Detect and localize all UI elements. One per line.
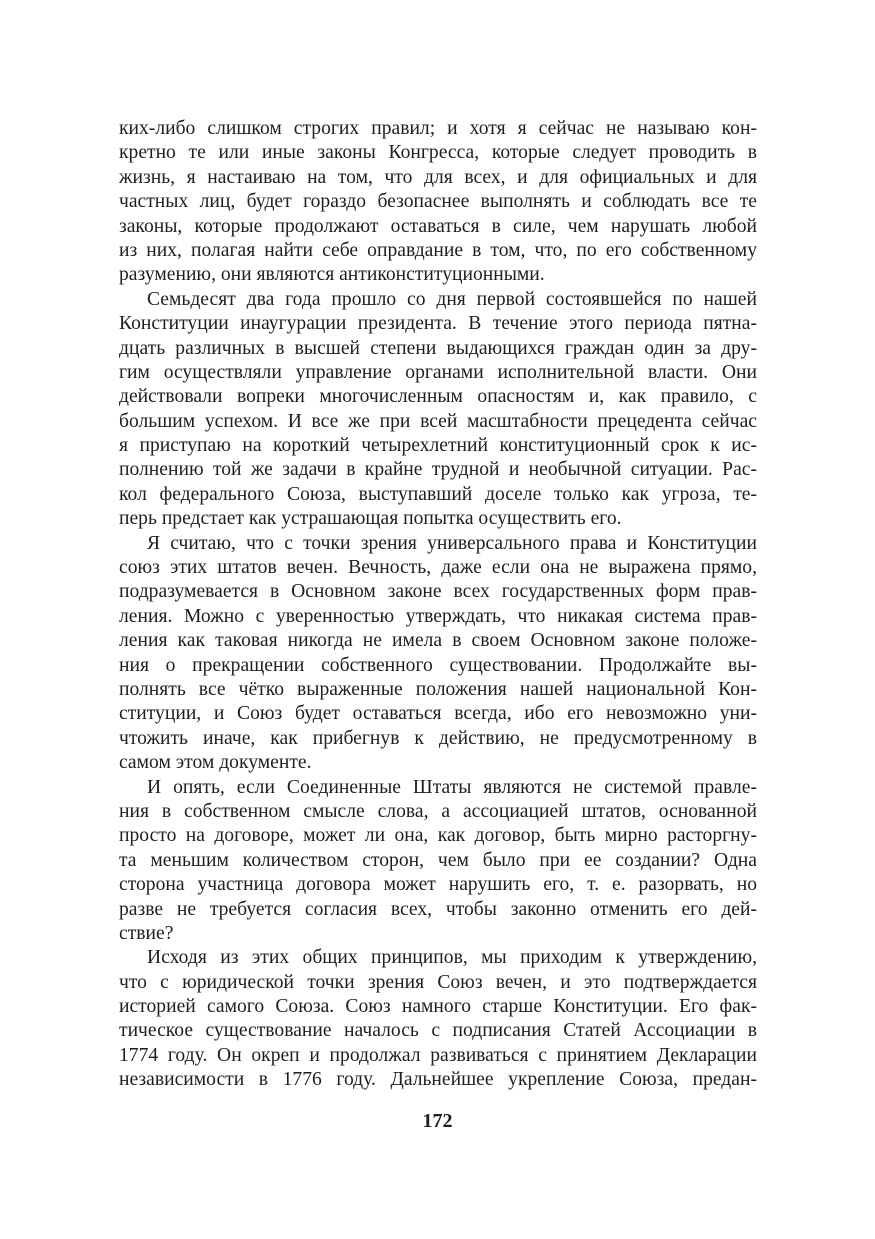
text-line: полнять все чётко выраженные положения нашей национальной Кон- [119, 678, 757, 700]
paragraph [119, 776, 757, 947]
text-line: тическое существование началось с подписания Статей Ассоциации в [119, 1020, 757, 1042]
text-line: союз этих штатов вечен. Вечность, даже если она не выражена прямо, [119, 557, 757, 579]
text-line: историей самого Союза. Союз намного старше Конституции. Его фак- [119, 996, 757, 1018]
text-line: разумению, они являются антиконституционными. [119, 264, 545, 286]
text-line: ституции, и Союз будет оставаться всегда, ибо его невозможно уни- [119, 703, 757, 725]
text-line: просто на договоре, может ли она, как договор, быть мирно расторгну- [119, 825, 757, 847]
text-line: разве не требуется согласия всех, чтобы законно отменить его дей- [119, 898, 757, 920]
paragraph [119, 946, 757, 1092]
text-line: кретно те или иные законы Конгресса, которые следует проводить в [119, 142, 757, 164]
text-line: ния в собственном смысле слова, а ассоциацией штатов, основанной [119, 800, 757, 822]
text-line: ких-либо слишком строгих правил; и хотя я сейчас не называю кон- [119, 118, 757, 139]
text-line: большим успехом. И все же при всей масштабности прецедента сейчас [119, 410, 757, 432]
text-line: самом этом документе. [119, 752, 312, 774]
paragraph [119, 532, 757, 776]
text-line: ствие? [119, 922, 174, 944]
text-line: чтожить иначе, как прибегнув к действию, не предусмотренному в [119, 727, 757, 749]
paragraph [119, 288, 757, 532]
text-line: я приступаю на короткий четырехлетний конституционный срок к ис- [119, 435, 757, 457]
text-line: Семьдесят два года прошло со дня первой состоявшейся по нашей [147, 288, 757, 310]
page-number: 172 [422, 1110, 453, 1132]
text-line: Исходя из этих общих принципов, мы приходим к утверждению, [147, 947, 757, 969]
text-line: что с юридической точки зрения Союз вечен, и это подтверждается [119, 971, 757, 993]
text-line: та меньшим количеством сторон, чем было при ее создании? Одна [119, 849, 757, 871]
text-line: ния о прекращении собственного существовании. Продолжайте вы- [119, 654, 757, 676]
text-line: полнению той же задачи в крайне трудной и необычной ситуации. Рас- [119, 459, 757, 481]
text-line: сторона участница договора может нарушить его, т. е. разорвать, но [119, 874, 757, 896]
text-line: гим осуществляли управление органами исполнительной власти. Они [119, 361, 757, 383]
text-line: Я считаю, что с точки зрения универсального права и Конституции [147, 532, 757, 554]
text-line: независимости в 1776 году. Дальнейшее укрепление Союза, предан- [119, 1069, 757, 1091]
text-line: дцать различных в высшей степени выдающихся граждан один за дру- [119, 337, 757, 359]
text-line: из них, полагая найти себе оправдание в том, что, по его собственному [119, 239, 757, 261]
text-line: 1774 году. Он окреп и продолжал развиваться с принятием Декларации [119, 1044, 757, 1066]
text-line: ления. Можно с уверенностью утверждать, что никакая система прав- [119, 605, 757, 627]
text-line: законы, которые продолжают оставаться в силе, чем нарушать любой [119, 215, 757, 237]
text-line: перь предстает как устрашающая попытка осуществить его. [119, 508, 622, 530]
text-line: кол федерального Союза, выступавший доселе только как угроза, те- [119, 483, 757, 505]
text-line: И опять, если Соединенные Штаты являются не системой правле- [147, 776, 757, 798]
text-line: частных лиц, будет гораздо безопаснее выполнять и соблюдать все те [119, 191, 757, 213]
text-line: действовали вопреки многочисленным опасностям и, как правило, с [119, 386, 757, 408]
text-line: Конституции инаугурации президента. В течение этого периода пятна- [119, 313, 757, 335]
text-line: подразумевается в Основном законе всех государственных форм прав- [119, 581, 757, 603]
text-line: жизнь, я настаиваю на том, что для всех, и для официальных и для [119, 166, 757, 188]
paragraph [119, 117, 757, 288]
text-line: ления как таковая никогда не имела в своем Основном законе положе- [119, 630, 757, 652]
body-text [119, 117, 757, 1093]
